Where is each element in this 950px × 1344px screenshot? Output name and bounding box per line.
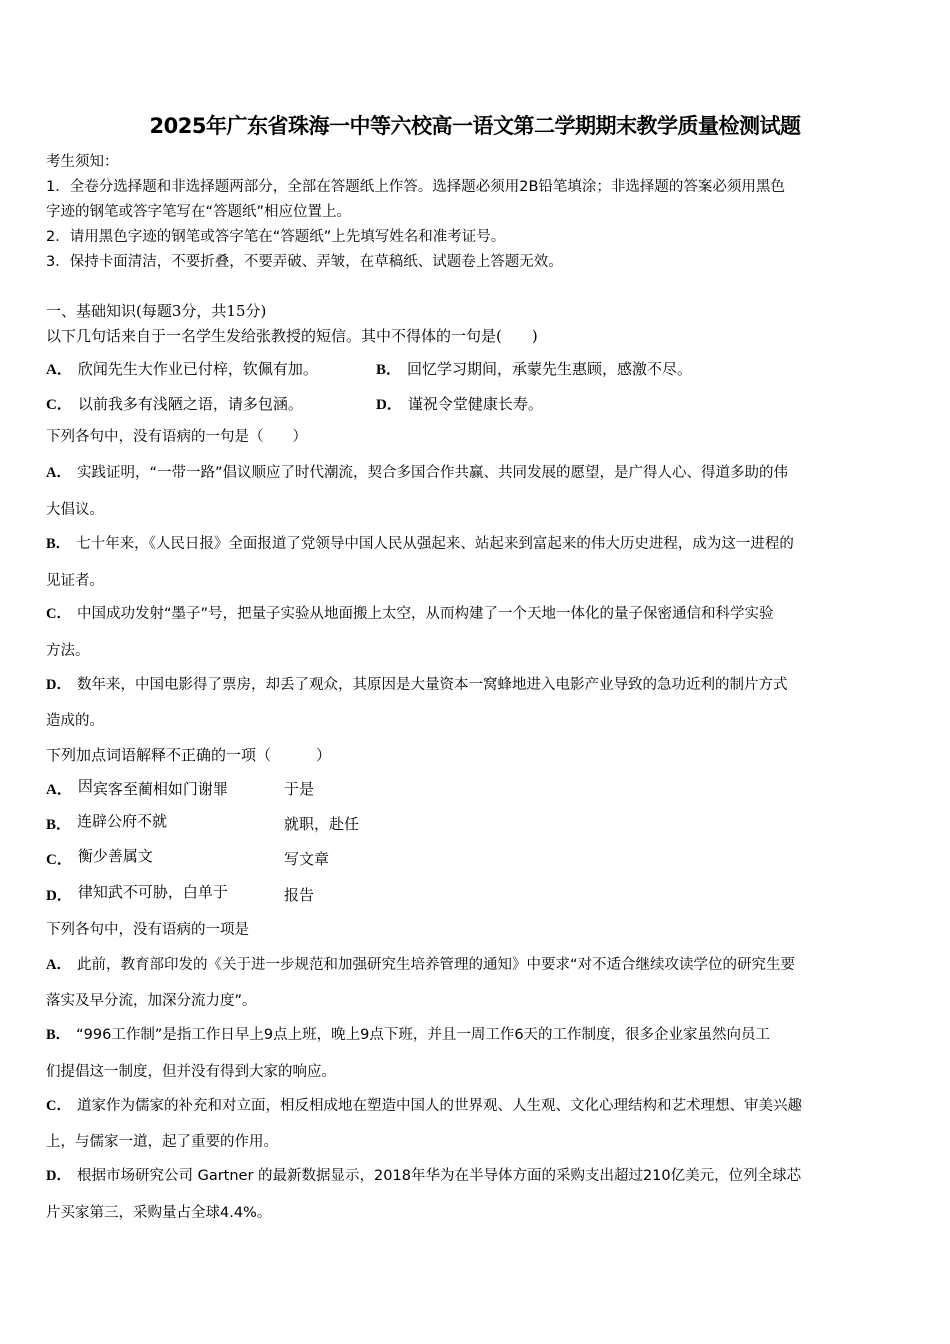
option-letter: B． — [46, 1027, 71, 1043]
option-text-line-2: 见证者。 — [46, 573, 104, 589]
question-3-option-b[interactable] — [46, 813, 906, 836]
option-text-line-1: 实践证明，“一带一路”倡议顺应了时代潮流，契合多国合作共赢、共同发展的愿望，是广得人心、得道多助的伟 — [76, 465, 789, 481]
question-4-stem: 下列各句中，没有语病的一项是 — [46, 922, 249, 938]
option-letter: A． — [46, 362, 72, 378]
question-1-option-d[interactable] — [376, 393, 543, 416]
option-letter: A． — [46, 957, 71, 973]
option-text: 以前我多有浅陋之语，请多包涵。 — [77, 395, 303, 413]
question-2-stem: 下列各句中，没有语病的一句是（ ） — [46, 429, 307, 445]
option-text-line-2: 方法。 — [46, 643, 90, 659]
option-letter: D． — [46, 677, 71, 693]
option-gloss: 写文章 — [284, 850, 330, 868]
option-text-line-2: 们提倡这一制度，但并没有得到大家的响应。 — [46, 1064, 336, 1080]
question-2-option-c[interactable] — [46, 603, 774, 625]
question-2-option-b[interactable] — [46, 533, 794, 555]
question-3-stem: 下列加点词语解释不正确的一项（ ） — [46, 746, 332, 764]
option-text-line-1: 道家作为儒家的补充和对立面，相反相成地在塑造中国人的世界观、人生观、文化心理结构和艺术理想、审美兴趣 — [76, 1098, 802, 1114]
option-text: 宾客至蔺相如门谢罪 — [92, 780, 228, 798]
option-text-line-1: 此前，教育部印发的《关于进一步规范和加强研究生培养管理的通知》中要求“对不适合继续攻读学位的研究生要 — [76, 957, 795, 973]
option-letter: C． — [46, 1098, 71, 1114]
option-letter: A． — [46, 782, 72, 798]
option-text: 连辟公府不就 — [77, 812, 168, 830]
question-4-option-d[interactable] — [46, 1165, 801, 1187]
option-text-line-2: 造成的。 — [46, 713, 104, 729]
question-4-option-b[interactable] — [46, 1024, 770, 1046]
option-letter: D． — [376, 397, 402, 413]
question-1-option-c[interactable] — [46, 395, 303, 413]
question-1-row-ab — [46, 358, 906, 381]
notice-heading: 考生须知： — [46, 154, 119, 170]
option-text-line-2: 落实及早分流，加深分流力度”。 — [46, 993, 257, 1009]
question-4-option-c[interactable] — [46, 1095, 802, 1117]
option-text: 衡少善属文 — [77, 847, 153, 865]
option-text: 谨祝令堂健康长寿。 — [407, 395, 543, 413]
option-letter: B． — [46, 817, 72, 833]
option-letter: D． — [46, 888, 72, 904]
question-2-option-a[interactable] — [46, 462, 788, 484]
option-gloss: 就职，赴任 — [284, 815, 360, 833]
notice-item-2: 2．请用黑色字迹的钢笔或答字笔在“答题纸”上先填写姓名和准考证号。 — [46, 229, 506, 245]
option-gloss: 报告 — [284, 886, 315, 904]
option-text-line-1: 数年来，中国电影得了票房，却丢了观众，其原因是大量资本一窝蜂地进入电影产业导致的急功近利的制片方式 — [76, 677, 788, 693]
option-text-line-1: “996工作制”是指工作日早上9点上班，晚上9点下班，并且一周工作6天的工作制度，很多企业家虽然向员工 — [76, 1027, 771, 1043]
option-letter: C． — [46, 397, 72, 413]
notice-item-1: 1．全卷分选择题和非选择题两部分，全部在答题纸上作答。选择题必须用2B铅笔填涂；非选择题的答案必须用黑色 — [46, 179, 785, 195]
option-text-line-2: 大倡议。 — [46, 502, 104, 518]
option-text: 欣闻先生大作业已付梓，钦佩有加。 — [77, 360, 318, 378]
question-4-option-a[interactable] — [46, 954, 795, 976]
option-text-line-1: 根据市场研究公司 Gartner 的最新数据显示，2018年华为在半导体方面的采购支出超过210亿美元，位列全球芯 — [76, 1168, 802, 1184]
question-1-row-cd — [46, 393, 906, 416]
option-keyword: 因 — [77, 777, 93, 795]
option-text-line-2: 上，与儒家一道，起了重要的作用。 — [46, 1134, 278, 1150]
option-letter: C． — [46, 606, 71, 622]
option-text-line-1: 中国成功发射“墨子”号，把量子实验从地面搬上太空，从而构建了一个天地一体化的量子保密通信和科学实验 — [76, 606, 774, 622]
question-1-option-b[interactable] — [376, 358, 692, 381]
question-3-option-c[interactable] — [46, 848, 906, 871]
exam-title: 2025年广东省珠海一中等六校高一语文第二学期期末教学质量检测试题 — [149, 114, 801, 138]
option-gloss: 于是 — [284, 780, 315, 798]
question-2-option-d[interactable] — [46, 674, 787, 696]
option-letter: B． — [46, 536, 71, 552]
question-1-option-a[interactable] — [46, 360, 318, 378]
option-text: 律知武不可胁，白单于 — [77, 883, 228, 901]
option-letter: D． — [46, 1168, 71, 1184]
notice-item-1-cont: 字迹的钢笔或答字笔写在“答题纸”相应位置上。 — [46, 204, 352, 220]
question-3-option-d[interactable] — [46, 884, 906, 907]
notice-item-3: 3．保持卡面清洁，不要折叠，不要弄破、弄皱，在草稿纸、试题卷上答题无效。 — [46, 254, 563, 270]
option-text-line-1: 七十年来，《人民日报》全面报道了党领导中国人民从强起来、站起来到富起来的伟大历史进程，成为这一进程的 — [76, 536, 794, 552]
question-3-option-a[interactable] — [46, 778, 906, 801]
section-heading: 一、基础知识(每题3分，共15分) — [46, 302, 267, 320]
option-letter: B． — [376, 362, 402, 378]
option-letter: C． — [46, 852, 72, 868]
option-letter: A． — [46, 465, 71, 481]
question-1-stem: 以下几句话来自于一名学生发给张教授的短信。其中不得体的一句是( ) — [46, 327, 538, 345]
option-text-line-2: 片买家第三，采购量占全球4.4%。 — [46, 1205, 272, 1221]
option-text: 回忆学习期间，承蒙先生惠顾，感激不尽。 — [407, 360, 693, 378]
